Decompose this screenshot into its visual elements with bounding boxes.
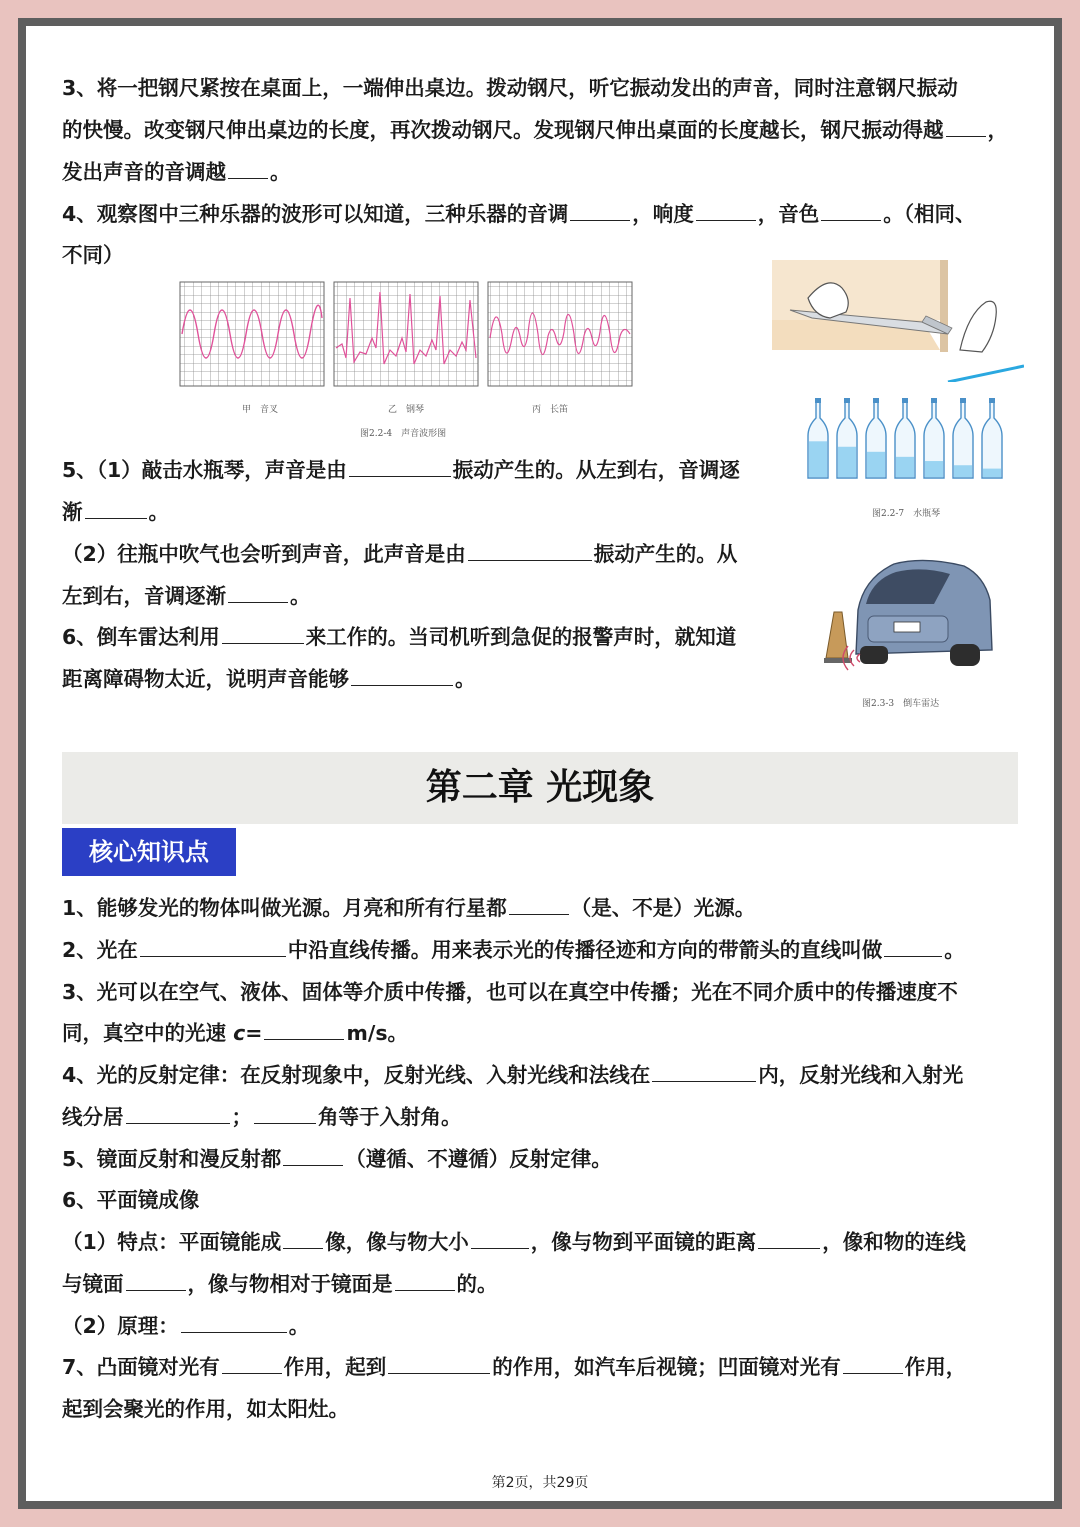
bottle-cap xyxy=(931,398,937,403)
bottle-water xyxy=(983,469,1001,477)
answer-blank[interactable] xyxy=(351,665,453,686)
answer-blank[interactable] xyxy=(126,1103,230,1124)
q5-line3: （2）往瓶中吹气也会听到声音，此声音是由 振动产生的。从 xyxy=(62,542,738,566)
radar-figure-caption: 图2.3-3 倒车雷达 xyxy=(862,699,940,709)
answer-blank[interactable] xyxy=(181,1312,287,1333)
answer-blank[interactable] xyxy=(758,1228,820,1249)
k7-line1: 7、凸面镜对光有 作用，起到 的作用，如汽车后视镜；凹面镜对光有 作用， xyxy=(62,1355,967,1379)
k4-line1: 4、光的反射定律：在反射现象中，反射光线、入射光线和法线在 内，反射光线和入射光 xyxy=(62,1063,964,1087)
k6-line3: （2）原理： 。 xyxy=(62,1314,310,1338)
k7-line2: 起到会聚光的作用，如太阳灶。 xyxy=(62,1397,349,1421)
q5-line4: 左到右，音调逐渐 。 xyxy=(62,584,311,608)
answer-blank[interactable] xyxy=(254,1103,316,1124)
answer-blank[interactable] xyxy=(821,200,881,221)
q6-line1: 6、倒车雷达利用 来工作的。当司机听到急促的报警声时，就知道 xyxy=(62,625,737,649)
k5-line: 5、镜面反射和漫反射都 （遵循、不遵循）反射定律。 xyxy=(62,1147,612,1171)
k3-line2: 同，真空中的光速 c= m/s。 xyxy=(62,1021,409,1045)
reversing-radar-illustration xyxy=(804,554,1004,678)
waveform-tuning-fork xyxy=(180,282,324,386)
q4-line1: 4、观察图中三种乐器的波形可以知道，三种乐器的音调 ，响度 ，音色 。（相同、 xyxy=(62,202,976,226)
answer-blank[interactable] xyxy=(570,200,630,221)
answer-blank[interactable] xyxy=(264,1019,344,1040)
answer-blank[interactable] xyxy=(946,116,986,137)
k2-line: 2、光在 中沿直线传播。用来表示光的传播径迹和方向的带箭头的直线叫做 。 xyxy=(62,938,965,962)
bottle-water xyxy=(954,465,972,477)
bottle-water xyxy=(896,457,914,477)
water-bottle-xylophone xyxy=(804,396,1010,482)
answer-blank[interactable] xyxy=(126,1270,186,1291)
answer-blank[interactable] xyxy=(395,1270,455,1291)
page-footer: 第2页，共29页 xyxy=(491,1475,589,1491)
bottle-water xyxy=(809,441,827,477)
answer-blank[interactable] xyxy=(388,1353,490,1374)
answer-blank[interactable] xyxy=(85,498,147,519)
waveform-figure-caption: 图2.2-4 声音波形图 xyxy=(360,429,447,439)
bottle-cap xyxy=(815,398,821,403)
answer-blank[interactable] xyxy=(228,582,288,603)
caption-flute: 丙 长笛 xyxy=(532,405,569,415)
q4-line2: 不同） xyxy=(62,243,124,267)
q5-line2: 渐 。 xyxy=(62,500,169,524)
q3-line2: 的快慢。改变钢尺伸出桌边的长度，再次拨动钢尺。发现钢尺伸出桌面的长度越长，钢尺振动得越 ， xyxy=(62,118,1008,142)
waveform-flute xyxy=(488,282,632,386)
bottle-water xyxy=(925,461,943,477)
answer-blank[interactable] xyxy=(228,158,268,179)
answer-blank[interactable] xyxy=(843,1353,903,1374)
k4-line2: 线分居 ； 角等于入射角。 xyxy=(62,1105,462,1129)
answer-blank[interactable] xyxy=(283,1228,323,1249)
k6-title: 6、平面镜成像 xyxy=(62,1188,200,1212)
q6-line2: 距离障碍物太近，说明声音能够 。 xyxy=(62,667,476,691)
bottle-cap xyxy=(873,398,879,403)
bottle-cap xyxy=(902,398,908,403)
caption-tuning-fork: 甲 音叉 xyxy=(242,405,279,415)
q3-line3: 发出声音的音调越 。 xyxy=(62,160,291,184)
waveform-piano xyxy=(334,282,478,386)
answer-blank[interactable] xyxy=(696,200,756,221)
bottle-cap xyxy=(960,398,966,403)
answer-blank[interactable] xyxy=(283,1145,343,1166)
answer-blank[interactable] xyxy=(349,456,451,477)
bottle-water xyxy=(838,447,856,477)
q5-line1: 5、（1）敲击水瓶琴，声音是由 振动产生的。从左到右，音调逐 xyxy=(62,458,740,482)
q3-line1: 3、将一把钢尺紧按在桌面上，一端伸出桌边。拨动钢尺，听它振动发出的声音，同时注意钢尺振动 xyxy=(62,76,958,100)
answer-blank[interactable] xyxy=(468,540,592,561)
bottle-figure-caption: 图2.2-7 水瓶琴 xyxy=(872,509,941,519)
answer-blank[interactable] xyxy=(222,1353,282,1374)
k3-line1: 3、光可以在空气、液体、固体等介质中传播，也可以在真空中传播；光在不同介质中的传播速度不 xyxy=(62,980,958,1004)
chapter-title: 第二章 光现象 xyxy=(62,752,1018,824)
answer-blank[interactable] xyxy=(652,1061,756,1082)
bottle-water xyxy=(867,452,885,477)
bottle-cap xyxy=(844,398,850,403)
document-page xyxy=(26,26,1054,1501)
k6-line1: （1）特点：平面镜能成 像，像与物大小 ，像与物到平面镜的距离 ，像和物的连线 xyxy=(62,1230,966,1254)
k6-line2: 与镜面 ，像与物相对于镜面是 的。 xyxy=(62,1272,498,1296)
answer-blank[interactable] xyxy=(509,894,569,915)
bottle-outline xyxy=(982,402,1002,478)
caption-piano: 乙 钢琴 xyxy=(388,405,425,415)
ruler-illustration xyxy=(772,260,1024,382)
section-tag: 核心知识点 xyxy=(62,828,236,876)
answer-blank[interactable] xyxy=(140,936,286,957)
k1-line: 1、能够发光的物体叫做光源。月亮和所有行星都 （是、不是）光源。 xyxy=(62,896,756,920)
answer-blank[interactable] xyxy=(884,936,942,957)
answer-blank[interactable] xyxy=(222,623,304,644)
answer-blank[interactable] xyxy=(471,1228,529,1249)
bottle-cap xyxy=(989,398,995,403)
